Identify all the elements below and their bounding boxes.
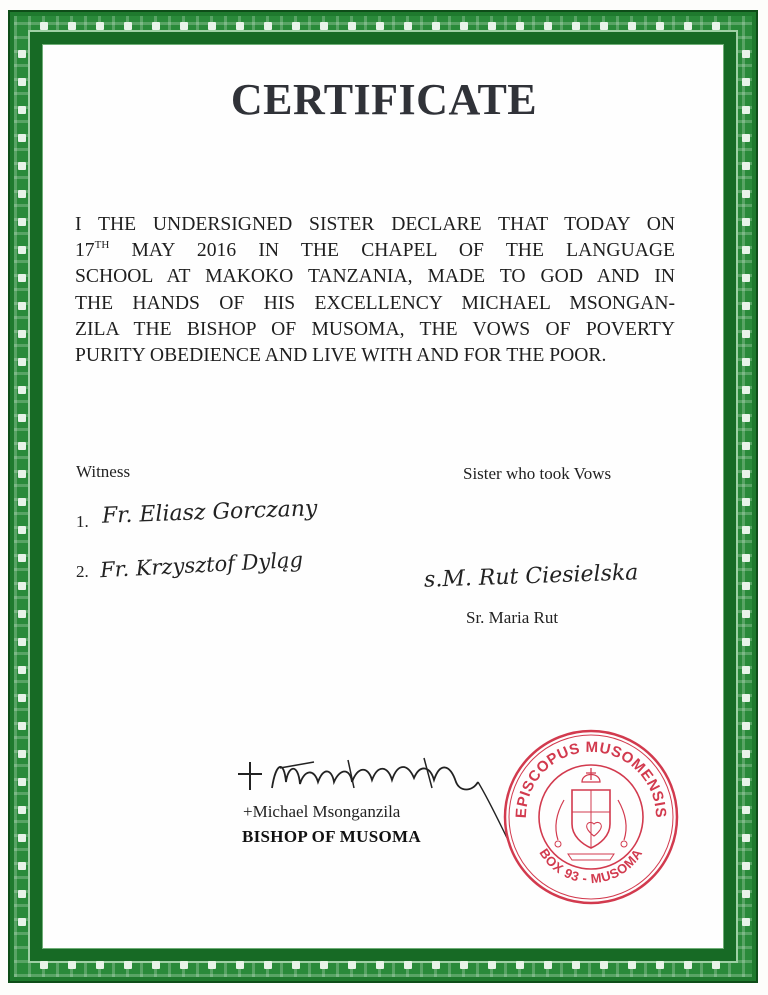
border-ornament-dot	[18, 414, 26, 422]
border-ornament-dot	[18, 50, 26, 58]
border-ornament-dot	[544, 22, 552, 30]
border-ornament-dot	[18, 330, 26, 338]
border-ornament-dot	[742, 190, 750, 198]
border-ornament-dot	[742, 778, 750, 786]
border-ornament-dot	[236, 22, 244, 30]
sister-name: Sr. Maria Rut	[466, 608, 559, 627]
border-ornament-dot	[516, 961, 524, 969]
border-ornament-dot	[600, 22, 608, 30]
border-ornament-dot	[742, 498, 750, 506]
border-ornament-dot	[18, 666, 26, 674]
border-ornament-dot	[376, 961, 384, 969]
declaration-line-6: PURITY OBEDIENCE AND LIVE WITH AND FOR THE POOR.	[75, 345, 607, 367]
border-ornament-dot	[124, 961, 132, 969]
border-ornament-dot	[656, 961, 664, 969]
border-ornament-dot	[152, 22, 160, 30]
border-ornament-dot	[18, 498, 26, 506]
border-ornament-dot	[712, 22, 720, 30]
border-ornament-dot	[152, 961, 160, 969]
declaration-line-5: ZILA THE BISHOP OF MUSOMA, THE VOWS OF POVERTY	[75, 318, 675, 340]
border-ornament-dot	[264, 961, 272, 969]
border-ornament-dot	[96, 961, 104, 969]
border-ornament-dot	[68, 961, 76, 969]
border-ornament-dot	[18, 526, 26, 534]
witness-2-number: 2.	[76, 562, 89, 581]
border-ornament-dot	[180, 961, 188, 969]
border-ornament-dot	[600, 961, 608, 969]
border-ornament-dot	[656, 22, 664, 30]
border-ornament-dot	[18, 778, 26, 786]
border-ornament-dot	[742, 694, 750, 702]
border-ornament-dot	[18, 694, 26, 702]
border-ornament-dot	[18, 834, 26, 842]
border-ornament-dot	[18, 554, 26, 562]
declaration-line-2-text: MAY 2016 IN THE CHAPEL OF THE LANGUAGE	[131, 240, 675, 262]
border-ornament-dot	[684, 22, 692, 30]
witness-2-signature: Fr. Krzysztof Dyląg	[99, 547, 304, 583]
border-ornament-dot	[488, 961, 496, 969]
border-ornament-dot	[40, 961, 48, 969]
border-ornament-dot	[460, 961, 468, 969]
border-ornament-dot	[208, 22, 216, 30]
border-ornament-dot	[18, 162, 26, 170]
border-ornament-dot	[742, 526, 750, 534]
border-ornament-dot	[236, 961, 244, 969]
border-ornament-dot	[18, 274, 26, 282]
border-ornament-dot	[208, 961, 216, 969]
declaration-text	[75, 212, 675, 369]
border-ornament-dot	[18, 218, 26, 226]
border-ornament-dot	[742, 470, 750, 478]
witness-1-number: 1.	[76, 512, 89, 531]
declaration-line-2	[75, 238, 675, 264]
border-ornament-dot	[18, 638, 26, 646]
border-ornament-dot	[18, 302, 26, 310]
border-ornament-dot	[742, 834, 750, 842]
date-suffix: TH	[94, 239, 110, 252]
certificate-title: CERTIFICATE	[230, 75, 538, 124]
border-ornament-dot	[18, 722, 26, 730]
declaration-line-4: THE HANDS OF HIS EXCELLENCY MICHAEL MSONGAN-	[75, 292, 675, 314]
border-ornament-dot	[432, 22, 440, 30]
border-ornament-dot	[628, 961, 636, 969]
border-ornament-dot	[18, 582, 26, 590]
border-ornament-dot	[742, 358, 750, 366]
border-ornament-dot	[742, 554, 750, 562]
border-ornament-dot	[40, 22, 48, 30]
border-ornament-dot	[404, 961, 412, 969]
border-ornament-dot	[292, 961, 300, 969]
border-ornament-dot	[572, 961, 580, 969]
border-ornament-dot	[742, 246, 750, 254]
border-ornament-dot	[742, 638, 750, 646]
border-ornament-dot	[742, 330, 750, 338]
border-ornament-dot	[712, 961, 720, 969]
border-ornament-dot	[544, 961, 552, 969]
border-ornament-dot	[320, 961, 328, 969]
border-ornament-dot	[742, 134, 750, 142]
border-ornament-dot	[18, 386, 26, 394]
border-ornament-dot	[742, 890, 750, 898]
border-ornament-dot	[18, 470, 26, 478]
border-ornament-dot	[18, 862, 26, 870]
episcopal-seal-stamp	[502, 728, 680, 906]
border-ornament-dot	[18, 134, 26, 142]
border-ornament-dot	[684, 961, 692, 969]
border-ornament-dot	[18, 806, 26, 814]
border-ornament-dot	[742, 806, 750, 814]
border-ornament-dot	[376, 22, 384, 30]
border-ornament-dot	[124, 22, 132, 30]
border-ornament-dot	[460, 22, 468, 30]
border-ornament-dot	[18, 918, 26, 926]
border-ornament-dot	[68, 22, 76, 30]
bishop-name: +Michael Msonganzila	[243, 802, 401, 821]
witness-1-signature: Fr. Eliasz Gorczany	[101, 496, 318, 529]
border-ornament-dot	[18, 890, 26, 898]
border-ornament-dot	[18, 190, 26, 198]
witness-label: Witness	[76, 462, 131, 481]
border-ornament-dot	[404, 22, 412, 30]
border-ornament-dot	[348, 22, 356, 30]
border-ornament-dot	[742, 442, 750, 450]
border-ornament-dot	[516, 22, 524, 30]
border-ornament-dot	[742, 722, 750, 730]
border-ornament-dot	[742, 50, 750, 58]
svg-text:EPISCOPUS MUSOMENSIS: EPISCOPUS MUSOMENSIS	[512, 738, 670, 819]
border-ornament-dot	[742, 414, 750, 422]
border-ornament-dot	[742, 666, 750, 674]
border-ornament-dot	[742, 918, 750, 926]
border-ornament-dot	[572, 22, 580, 30]
border-ornament-dot	[18, 358, 26, 366]
border-ornament-dot	[742, 302, 750, 310]
border-ornament-dot	[742, 750, 750, 758]
border-ornament-dot	[292, 22, 300, 30]
border-ornament-dot	[742, 218, 750, 226]
border-ornament-dot	[742, 610, 750, 618]
border-ornament-dot	[96, 22, 104, 30]
border-ornament-dot	[628, 22, 636, 30]
border-ornament-dot	[348, 961, 356, 969]
border-ornament-dot	[18, 442, 26, 450]
declaration-line-3: SCHOOL AT MAKOKO TANZANIA, MADE TO GOD AND IN	[75, 266, 675, 288]
border-ornament-dot	[742, 582, 750, 590]
border-ornament-dot	[488, 22, 496, 30]
date-day: 17	[75, 240, 95, 262]
border-ornament-dot	[432, 961, 440, 969]
sister-label: Sister who took Vows	[463, 464, 612, 483]
border-ornament-dot	[320, 22, 328, 30]
bishop-title: BISHOP OF MUSOMA	[242, 827, 421, 846]
border-ornament-dot	[264, 22, 272, 30]
sister-signature: s.M. Rut Ciesielska	[423, 560, 639, 593]
border-ornament-dot	[18, 610, 26, 618]
border-ornament-dot	[18, 750, 26, 758]
border-ornament-dot	[742, 162, 750, 170]
border-ornament-dot	[18, 246, 26, 254]
border-ornament-dot	[742, 862, 750, 870]
declaration-line-1: I THE UNDERSIGNED SISTER DECLARE THAT TODAY ON	[75, 214, 675, 235]
border-ornament-dot	[742, 274, 750, 282]
border-ornament-dot	[742, 386, 750, 394]
svg-text:BOX 93 - MUSOMA: BOX 93 - MUSOMA	[536, 845, 646, 887]
border-ornament-dot	[180, 22, 188, 30]
